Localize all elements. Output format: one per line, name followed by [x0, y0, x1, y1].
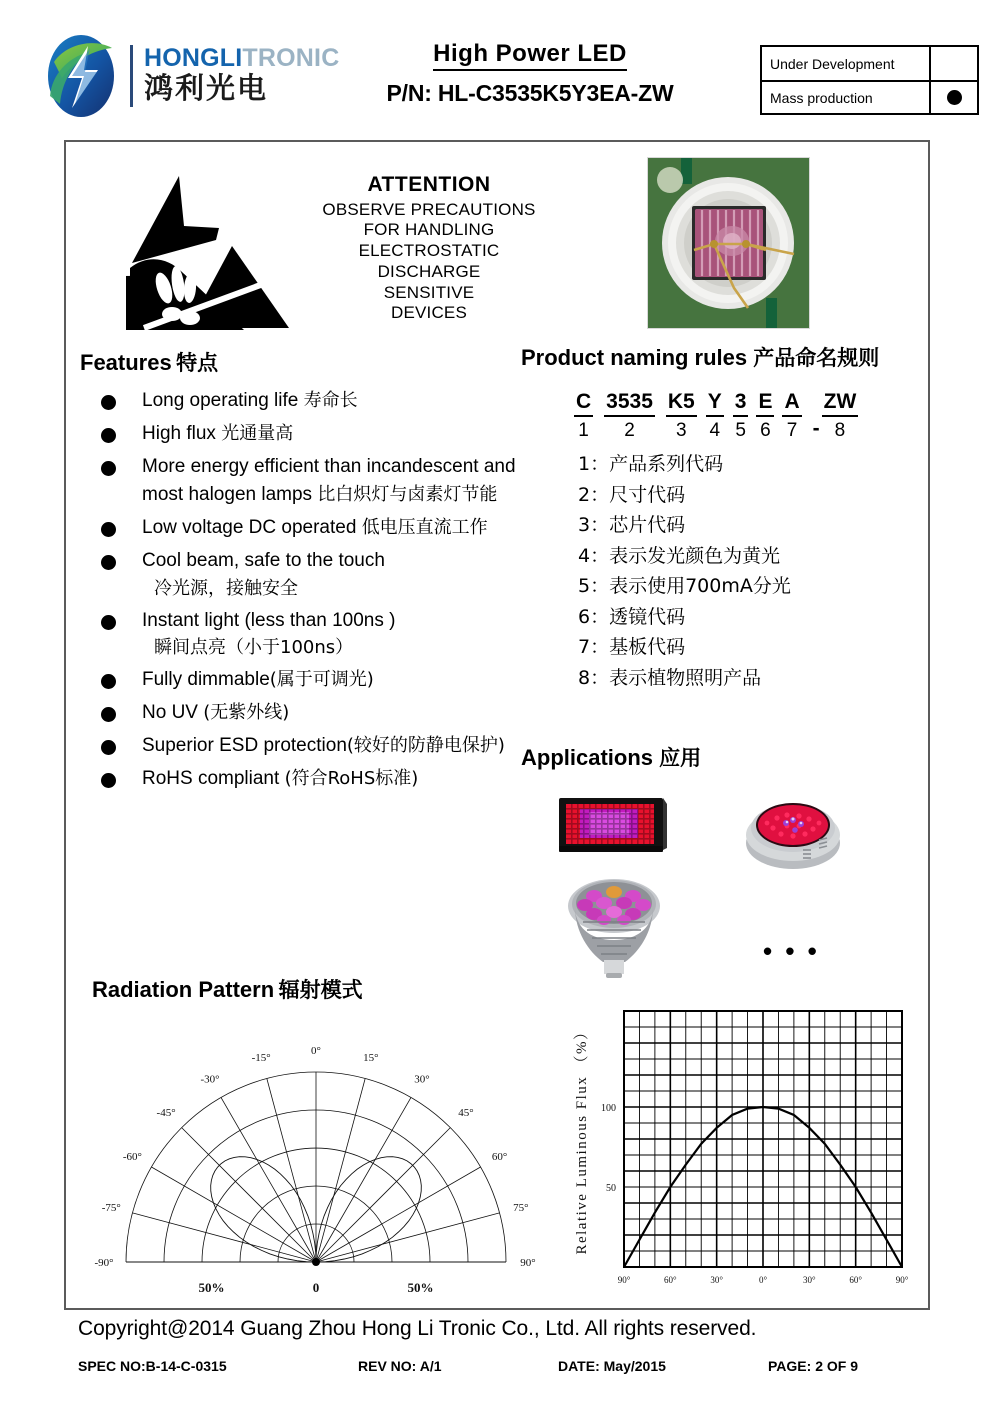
- list-item: [80, 420, 520, 448]
- list-item: [80, 699, 520, 727]
- code-segment-code: A: [782, 390, 801, 417]
- logo-wordmark-cn: 鸿利光电: [144, 73, 269, 106]
- page-number: PAGE: 2 OF 9: [768, 1358, 858, 1374]
- list-item: [80, 547, 520, 602]
- svg-text:60°: 60°: [849, 1275, 862, 1285]
- applications-ellipsis: • • •: [763, 936, 820, 966]
- code-segment-code: 3535: [604, 390, 655, 417]
- grow-light-panel-image: [559, 796, 667, 854]
- svg-text:50%: 50%: [198, 1280, 225, 1295]
- esd-line: FOR HANDLING: [363, 220, 495, 240]
- naming-heading-en: Product naming rules: [521, 345, 754, 370]
- svg-text:50%: 50%: [407, 1280, 434, 1295]
- feature-text-en: Cool beam, safe to the touch: [142, 549, 385, 571]
- code-segment-code: K5: [666, 390, 697, 417]
- logo-divider: [130, 45, 133, 107]
- status-badge: [760, 45, 979, 115]
- code-segment: [666, 390, 697, 442]
- svg-text:30°: 30°: [414, 1073, 430, 1086]
- features-section: [80, 347, 520, 798]
- features-list: [80, 387, 520, 793]
- bullet-icon: [101, 428, 116, 443]
- bullet-icon: [101, 522, 116, 537]
- esd-line: SENSITIVE: [383, 282, 475, 302]
- code-segment-index: 5: [735, 420, 746, 441]
- naming-explanation: 3：芯片代码: [578, 514, 686, 537]
- naming-explanation: 1：产品系列代码: [578, 453, 724, 475]
- applications-images: [521, 786, 921, 986]
- bullet-icon: [101, 615, 116, 630]
- feature-text-cn: 比白炽灯与卤素灯节能: [317, 483, 498, 505]
- list-item: [80, 666, 520, 694]
- status-mark-under-development: [929, 47, 977, 80]
- applications-section: [521, 742, 921, 986]
- naming-explanation: 2：尺寸代码: [578, 483, 686, 506]
- feature-text-en: High flux: [142, 422, 222, 444]
- feature-text-en: More energy efficient than incandescent and most halogen lamps: [142, 455, 516, 505]
- content-frame: [64, 140, 930, 1310]
- status-mark-mass-production: [929, 82, 977, 113]
- feature-text-cn: (无紫外线): [203, 702, 290, 724]
- polar-chart: [86, 1010, 546, 1310]
- code-segment: [604, 390, 655, 442]
- company-logo: [42, 32, 342, 120]
- bullet-icon: [101, 555, 116, 570]
- svg-text:0: 0: [312, 1280, 320, 1295]
- date: DATE: May/2015: [558, 1358, 666, 1374]
- code-segment-code: ZW: [822, 390, 859, 417]
- code-segment-index: 4: [709, 420, 721, 441]
- bullet-icon: [101, 740, 116, 755]
- list-item: [80, 765, 520, 793]
- header-title-block: [340, 40, 720, 107]
- feature-text-en: Superior ESD protection: [142, 735, 347, 757]
- esd-title: ATTENTION: [367, 173, 491, 196]
- svg-text:30°: 30°: [710, 1275, 723, 1285]
- applications-heading-en: Applications: [521, 745, 660, 770]
- feature-text-cn: (属于可调光): [269, 669, 374, 691]
- logo-wordmark-en: [144, 45, 339, 71]
- svg-text:60°: 60°: [491, 1151, 508, 1163]
- code-segment-code: 3: [733, 390, 749, 417]
- features-heading-en: Features: [80, 350, 172, 375]
- spec-no: SPEC NO:B-14-C-0315: [78, 1358, 227, 1374]
- svg-text:60°: 60°: [664, 1275, 677, 1285]
- page-title: High Power LED: [433, 40, 627, 71]
- bullet-icon: [101, 395, 116, 410]
- logo-brand-bold: HONGLI: [144, 44, 243, 73]
- list-item: [80, 732, 520, 760]
- svg-text:90°: 90°: [895, 1275, 909, 1285]
- list-item: [80, 514, 520, 542]
- bullet-icon: [101, 674, 116, 689]
- features-heading-cn: 特点: [176, 352, 219, 375]
- naming-explanation: 7：基板代码: [578, 636, 686, 659]
- svg-text:45°: 45°: [458, 1107, 474, 1120]
- naming-explanation: 6：透镜代码: [578, 605, 686, 628]
- code-segment: [706, 390, 724, 442]
- code-segment-index: 3: [676, 420, 687, 441]
- rev-no: REV NO: A/1: [358, 1358, 442, 1374]
- copyright-text: Copyright@2014 Guang Zhou Hong Li Tronic Co., Ltd. All rights reserved.: [78, 1317, 757, 1340]
- code-segment: [756, 390, 774, 442]
- code-segment: [574, 390, 593, 442]
- code-segment-index: 7: [786, 420, 798, 441]
- feature-text-en: No UV: [142, 702, 204, 724]
- feature-subtext-cn: 冷光源，接触安全: [154, 577, 298, 599]
- relative-luminous-flux-chart: [566, 997, 916, 1297]
- svg-text:0°: 0°: [758, 1275, 768, 1285]
- svg-text:-90°: -90°: [94, 1257, 114, 1269]
- logo-brand-light: TRONIC: [242, 44, 340, 73]
- feature-text-en: RoHS compliant: [142, 768, 285, 790]
- radiation-pattern-heading-cn: 辐射模式: [278, 979, 363, 1002]
- esd-line: DEVICES: [390, 303, 468, 323]
- page-header: [0, 0, 1000, 128]
- naming-explanations-list: [521, 449, 921, 694]
- feature-text-cn: (符合RoHS标准): [284, 768, 419, 790]
- svg-text:-15°: -15°: [251, 1052, 271, 1065]
- bullet-icon: [101, 461, 116, 476]
- feature-subtext-cn: 瞬间点亮（小于100ns）: [154, 637, 354, 659]
- ufo-grow-light-image: [743, 788, 843, 872]
- code-segment-prefix: -: [812, 417, 820, 440]
- footer-metadata: [78, 1358, 938, 1374]
- radiation-pattern-heading-en: Radiation Pattern: [92, 977, 275, 1002]
- feature-text-en: Low voltage DC operated: [142, 516, 362, 538]
- radiation-pattern-section: [86, 974, 556, 1310]
- code-segment-code: C: [574, 390, 593, 417]
- status-row-mass-production[interactable]: [762, 80, 977, 113]
- naming-explanation: 5：表示使用700mA分光: [578, 575, 791, 598]
- status-label-under-development: Under Development: [770, 55, 895, 72]
- svg-text:15°: 15°: [363, 1052, 379, 1065]
- feature-text-en: Instant light (less than 100ns ): [142, 609, 396, 631]
- svg-text:-75°: -75°: [101, 1202, 121, 1215]
- feature-text-cn: 低电压直流工作: [361, 516, 488, 538]
- code-segment: [733, 390, 749, 442]
- svg-text:90°: 90°: [520, 1257, 536, 1269]
- naming-explanation: 4：表示发光颜色为黄光: [578, 544, 781, 567]
- code-segment-index: 6: [760, 420, 771, 441]
- code-segment: [782, 390, 801, 442]
- status-row-under-development[interactable]: [762, 47, 977, 80]
- bullet-icon: [101, 707, 116, 722]
- svg-text:90°: 90°: [617, 1275, 631, 1285]
- feature-text-en: Long operating life: [142, 390, 304, 411]
- naming-explanation: 8：表示植物照明产品: [578, 667, 762, 690]
- list-item: [80, 453, 520, 509]
- code-segment-code: Y: [706, 390, 724, 417]
- code-segment-index: 8: [834, 420, 846, 441]
- esd-hand-triangle-icon: [124, 168, 289, 343]
- naming-heading: [521, 342, 921, 372]
- svg-text:100: 100: [601, 1103, 616, 1114]
- radiation-pattern-heading: [86, 974, 556, 1004]
- led-product-photo: [647, 157, 810, 329]
- applications-heading: [521, 742, 921, 772]
- svg-text:75°: 75°: [513, 1202, 529, 1215]
- svg-text:Relative Luminous Flux （%）: Relative Luminous Flux （%）: [574, 1023, 590, 1255]
- feature-text-cn: (较好的防静电保护): [346, 735, 505, 757]
- code-segment-code: E: [756, 390, 774, 417]
- applications-heading-cn: 应用: [659, 747, 702, 770]
- bullet-icon: [101, 773, 116, 788]
- esd-line: ELECTROSTATIC: [358, 241, 500, 261]
- par-grow-bulb-image: [561, 874, 667, 978]
- svg-text:0°: 0°: [311, 1045, 321, 1057]
- features-heading: [80, 347, 520, 377]
- part-number: P/N: HL-C3535K5Y3EA-ZW: [386, 80, 674, 106]
- esd-line: OBSERVE PRECAUTIONS: [322, 199, 536, 219]
- code-segment-index: 2: [624, 420, 635, 441]
- feature-text-en: Fully dimmable: [142, 669, 270, 691]
- product-naming-rules-section: [521, 342, 921, 694]
- list-item: [80, 607, 520, 662]
- svg-text:-60°: -60°: [122, 1151, 142, 1163]
- list-item: [80, 387, 520, 415]
- hongli-logo-icon: [42, 34, 120, 118]
- naming-code-row: [521, 390, 921, 442]
- svg-text:50: 50: [606, 1183, 616, 1194]
- feature-text-cn: 光通量高: [221, 422, 294, 444]
- esd-warning-block: [114, 158, 554, 348]
- esd-warning-text: [304, 172, 554, 324]
- code-segment-index: 1: [578, 420, 589, 441]
- naming-heading-cn: 产品命名规则: [753, 347, 880, 370]
- svg-text:30°: 30°: [803, 1275, 816, 1285]
- feature-text-cn: 寿命长: [303, 390, 358, 411]
- status-label-mass-production: Mass production: [770, 89, 873, 106]
- logo-wordmark: [144, 45, 339, 107]
- svg-text:-45°: -45°: [156, 1107, 176, 1120]
- esd-line: DISCHARGE: [377, 261, 481, 281]
- selected-dot-icon: [947, 90, 962, 105]
- svg-text:-30°: -30°: [200, 1073, 220, 1086]
- code-segment: [822, 390, 859, 442]
